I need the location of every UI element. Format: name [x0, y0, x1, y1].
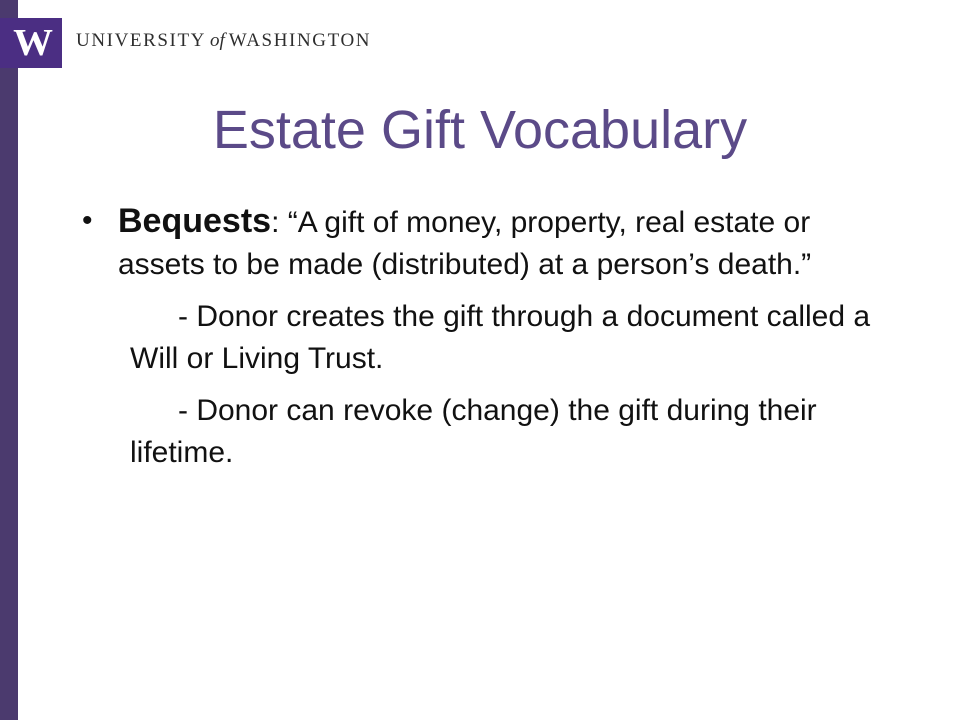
uw-logo-letter: W [12, 22, 50, 64]
term-separator: : [271, 206, 280, 239]
sub-point-1: - Donor creates the gift through a document called a Will or Living Trust. [130, 300, 871, 375]
bullet-item-bequests [82, 200, 882, 286]
university-wordmark [76, 30, 371, 52]
term-label: Bequests [118, 202, 272, 240]
wordmark-university: UNIVERSITY [76, 30, 206, 51]
bullet-icon: • [82, 204, 93, 237]
wordmark-of: of [210, 30, 225, 51]
slide-title: Estate Gift Vocabulary [212, 100, 748, 160]
slide-body [82, 200, 882, 474]
wordmark-washington: WASHINGTON [228, 30, 372, 51]
uw-logo [0, 18, 62, 68]
sub-point-2: - Donor can revoke (change) the gift during their lifetime. [130, 394, 817, 469]
term-definition: “A gift of money, property, real estate or assets to be made (distributed) at a person’s death.” [118, 206, 812, 281]
